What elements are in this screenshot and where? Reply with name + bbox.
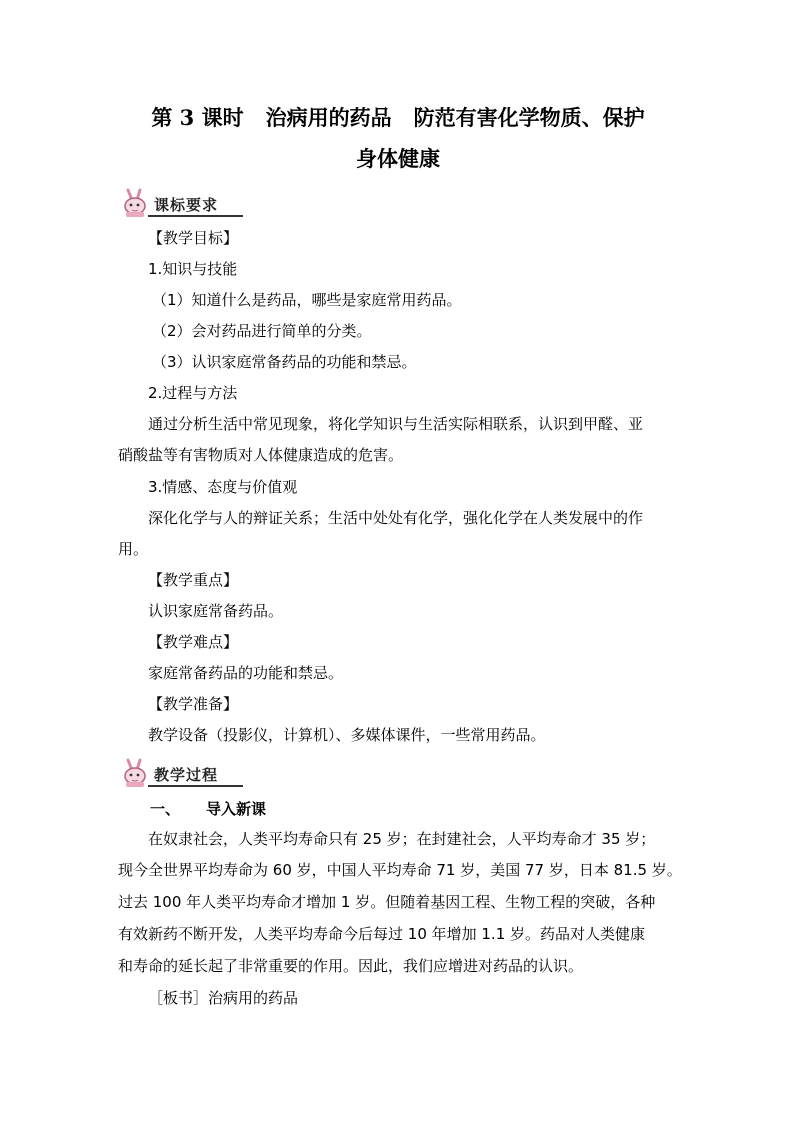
lesson-title-line-1 [118,101,678,135]
preparation-header: 【教学准备】 [148,695,239,713]
knowledge-item-2: （2）会对药品进行简单的分类。 [152,322,372,340]
lesson-number: 第 3 课时 [151,105,244,130]
knowledge-item-1: （1）知道什么是药品，哪些是家庭常用药品。 [152,291,462,309]
difficulty-text: 家庭常备药品的功能和禁忌。 [148,664,344,682]
intro-paragraph-line-5: 和寿命的延长起了非常重要的作用。因此，我们应增进对药品的认识。 [118,957,584,975]
preparation-text: 教学设备（投影仪，计算机）、多媒体课件，一些常用药品。 [148,726,546,744]
intro-paragraph-line-4: 有效新药不断开发，人类平均寿命今后每过 10 年增加 1.1 岁。药品对人类健康 [118,925,646,943]
section-underline [148,215,243,217]
lesson-topic: 治病用的药品 [265,105,392,130]
section-label-requirements: 课标要求 [154,196,219,214]
lesson-title-line-2: 身体健康 [356,146,440,171]
step-1-number: 一、 [150,800,181,818]
attitude-text-2: 用。 [118,540,149,558]
rabbit-mascot-icon [118,188,154,218]
process-method-text-1: 通过分析生活中常见现象，将化学知识与生活实际相联系，认识到甲醛、亚 [148,415,644,433]
intro-paragraph-line-3: 过去 100 年人类平均寿命才增加 1 岁。但随着基因工程、生物工程的突破，各种 [118,893,656,911]
knowledge-skills-heading: 1.知识与技能 [148,260,238,278]
lesson-subtopic: 防范有害化学物质、保护 [413,105,645,130]
intro-paragraph-line-1: 在奴隶社会，人类平均寿命只有 25 岁；在封建社会，人平均寿命才 35 岁； [148,830,656,848]
section-badge-requirements [118,188,243,218]
process-method-heading: 2.过程与方法 [148,384,238,402]
attitude-text-1: 深化化学与人的辩证关系；生活中处处有化学，强化化学在人类发展中的作 [148,509,644,527]
section-badge-process [118,758,243,788]
knowledge-item-3: （3）认识家庭常备药品的功能和禁忌。 [152,353,417,371]
goal-header: 【教学目标】 [148,229,239,247]
difficulty-header: 【教学难点】 [148,633,239,651]
section-underline [148,785,243,787]
rabbit-mascot-icon [118,758,154,788]
section-label-process: 教学过程 [154,766,219,784]
intro-paragraph-line-2: 现今全世界平均寿命为 60 岁，中国人平均寿命 71 岁，美国 77 岁，日本 81.5 岁。 [118,861,682,879]
step-1-title: 导入新课 [206,800,267,818]
attitude-heading: 3.情感、态度与价值观 [148,478,298,496]
step-1-heading [150,799,710,819]
key-point-text: 认识家庭常备药品。 [148,602,284,620]
key-point-header: 【教学重点】 [148,571,239,589]
board-note: ［板书］治病用的药品 [148,989,299,1007]
process-method-text-2: 硝酸盐等有害物质对人体健康造成的危害。 [118,446,404,464]
